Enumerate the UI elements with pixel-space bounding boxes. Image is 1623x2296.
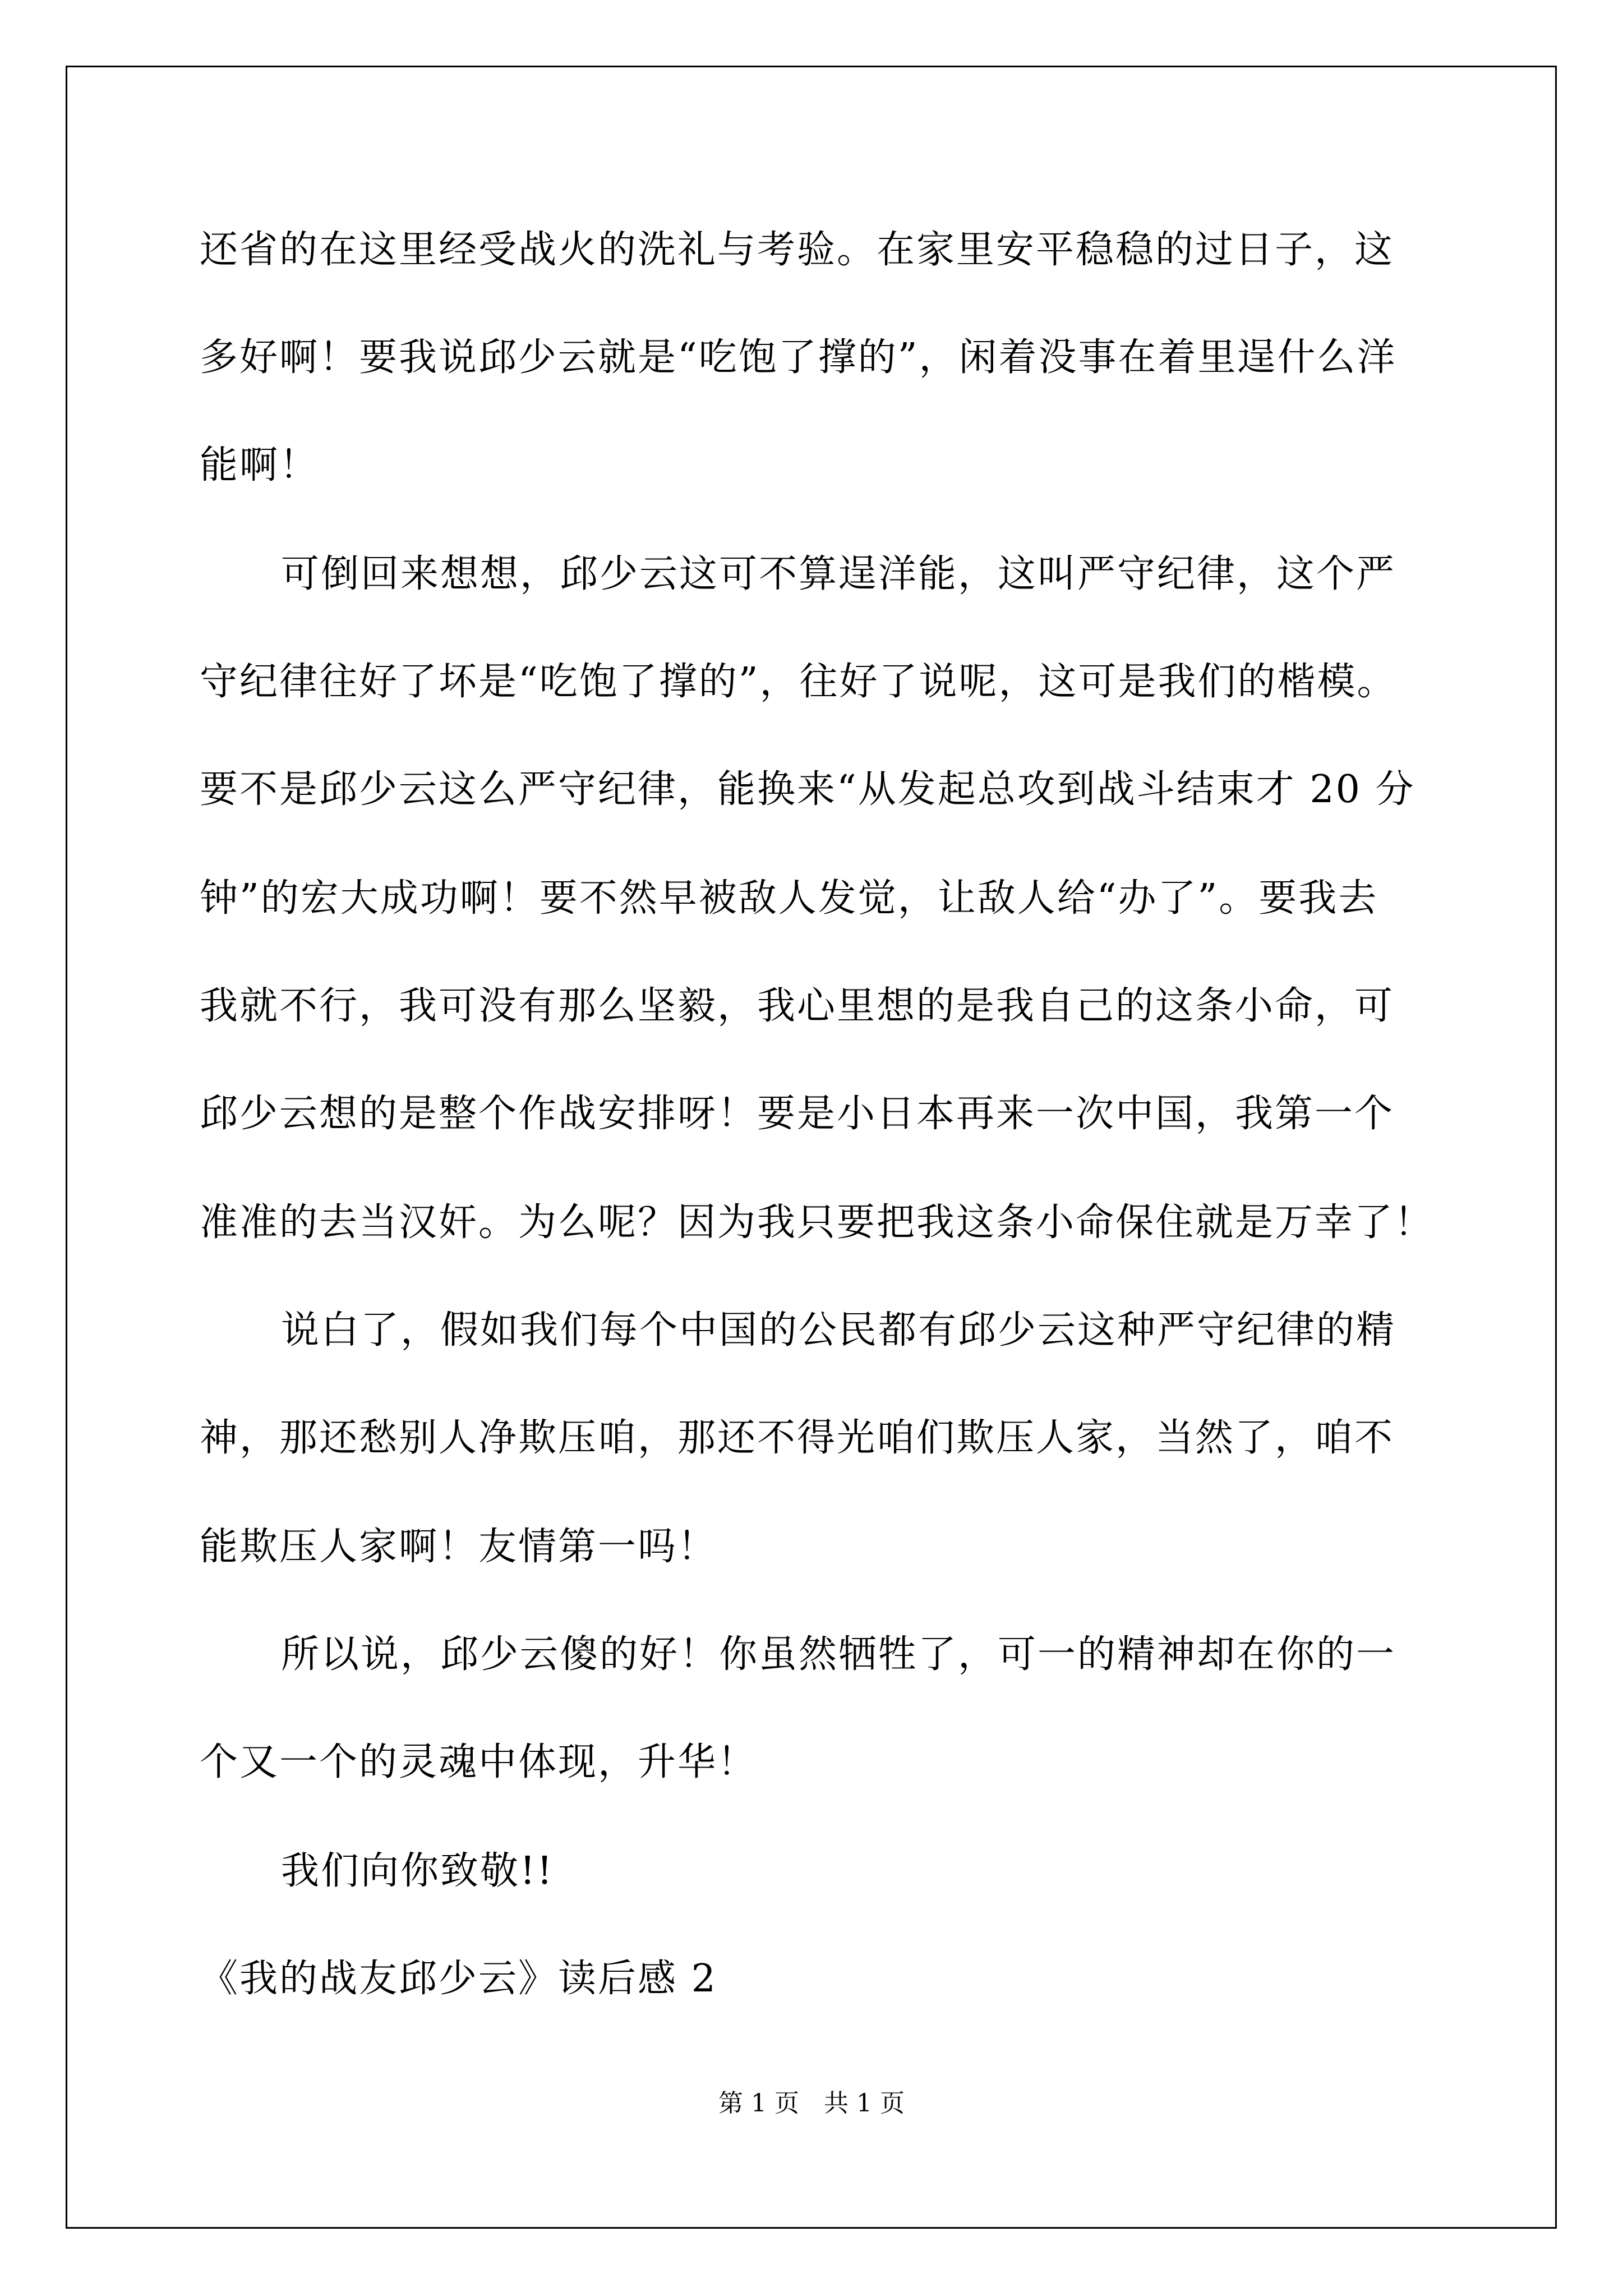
text-line: 能欺压人家啊！友情第一吗！: [200, 1525, 718, 1569]
page-border: [66, 66, 1557, 2229]
text-line: 邱少云想的是整个作战安排呀！要是小日本再来一次中国，我第一个: [200, 1092, 1395, 1136]
paragraph-start-line: 说白了，假如我们每个中国的公民都有邱少云这种严守纪律的精: [281, 1308, 1396, 1352]
text-line: 我就不行，我可没有那么坚毅，我心里想的是我自己的这条小命，可: [200, 984, 1395, 1028]
text-line: 个又一个的灵魂中体现，升华！: [200, 1740, 758, 1784]
text-line: 钟”的宏大成功啊！要不然早被敌人发觉，让敌人给“办了”。要我去: [200, 876, 1378, 921]
text-line: 还省的在这里经受战火的洗礼与考验。在家里安平稳稳的过日子，这: [200, 228, 1395, 272]
text-line: 准准的去当汉奸。为么呢？因为我只要把我这条小命保住就是万幸了！: [200, 1200, 1435, 1245]
paragraph-start-line: 我们向你致敬!!: [281, 1849, 554, 1893]
text-line: 神，那还愁别人净欺压咱，那还不得光咱们欺压人家，当然了，咱不: [200, 1416, 1395, 1460]
section-heading: 《我的战友邱少云》读后感 2: [200, 1957, 717, 2001]
text-line: 能啊！: [200, 443, 320, 487]
page-footer: 第 1 页 共 1 页: [718, 2089, 905, 2118]
paragraph-start-line: 可倒回来想想，邱少云这可不算逞洋能，这叫严守纪律，这个严: [281, 552, 1396, 596]
text-line: 要不是邱少云这么严守纪律，能换来“从发起总攻到战斗结束才 20 分: [200, 767, 1415, 812]
paragraph-start-line: 所以说，邱少云傻的好！你虽然牺牲了，可一的精神却在你的一: [281, 1632, 1396, 1677]
text-line: 多好啊！要我说邱少云就是“吃饱了撑的”，闲着没事在着里逞什么洋: [200, 335, 1397, 380]
text-line: 守纪律往好了坏是“吃饱了撑的”，往好了说呢，这可是我们的楷模。: [200, 660, 1397, 704]
